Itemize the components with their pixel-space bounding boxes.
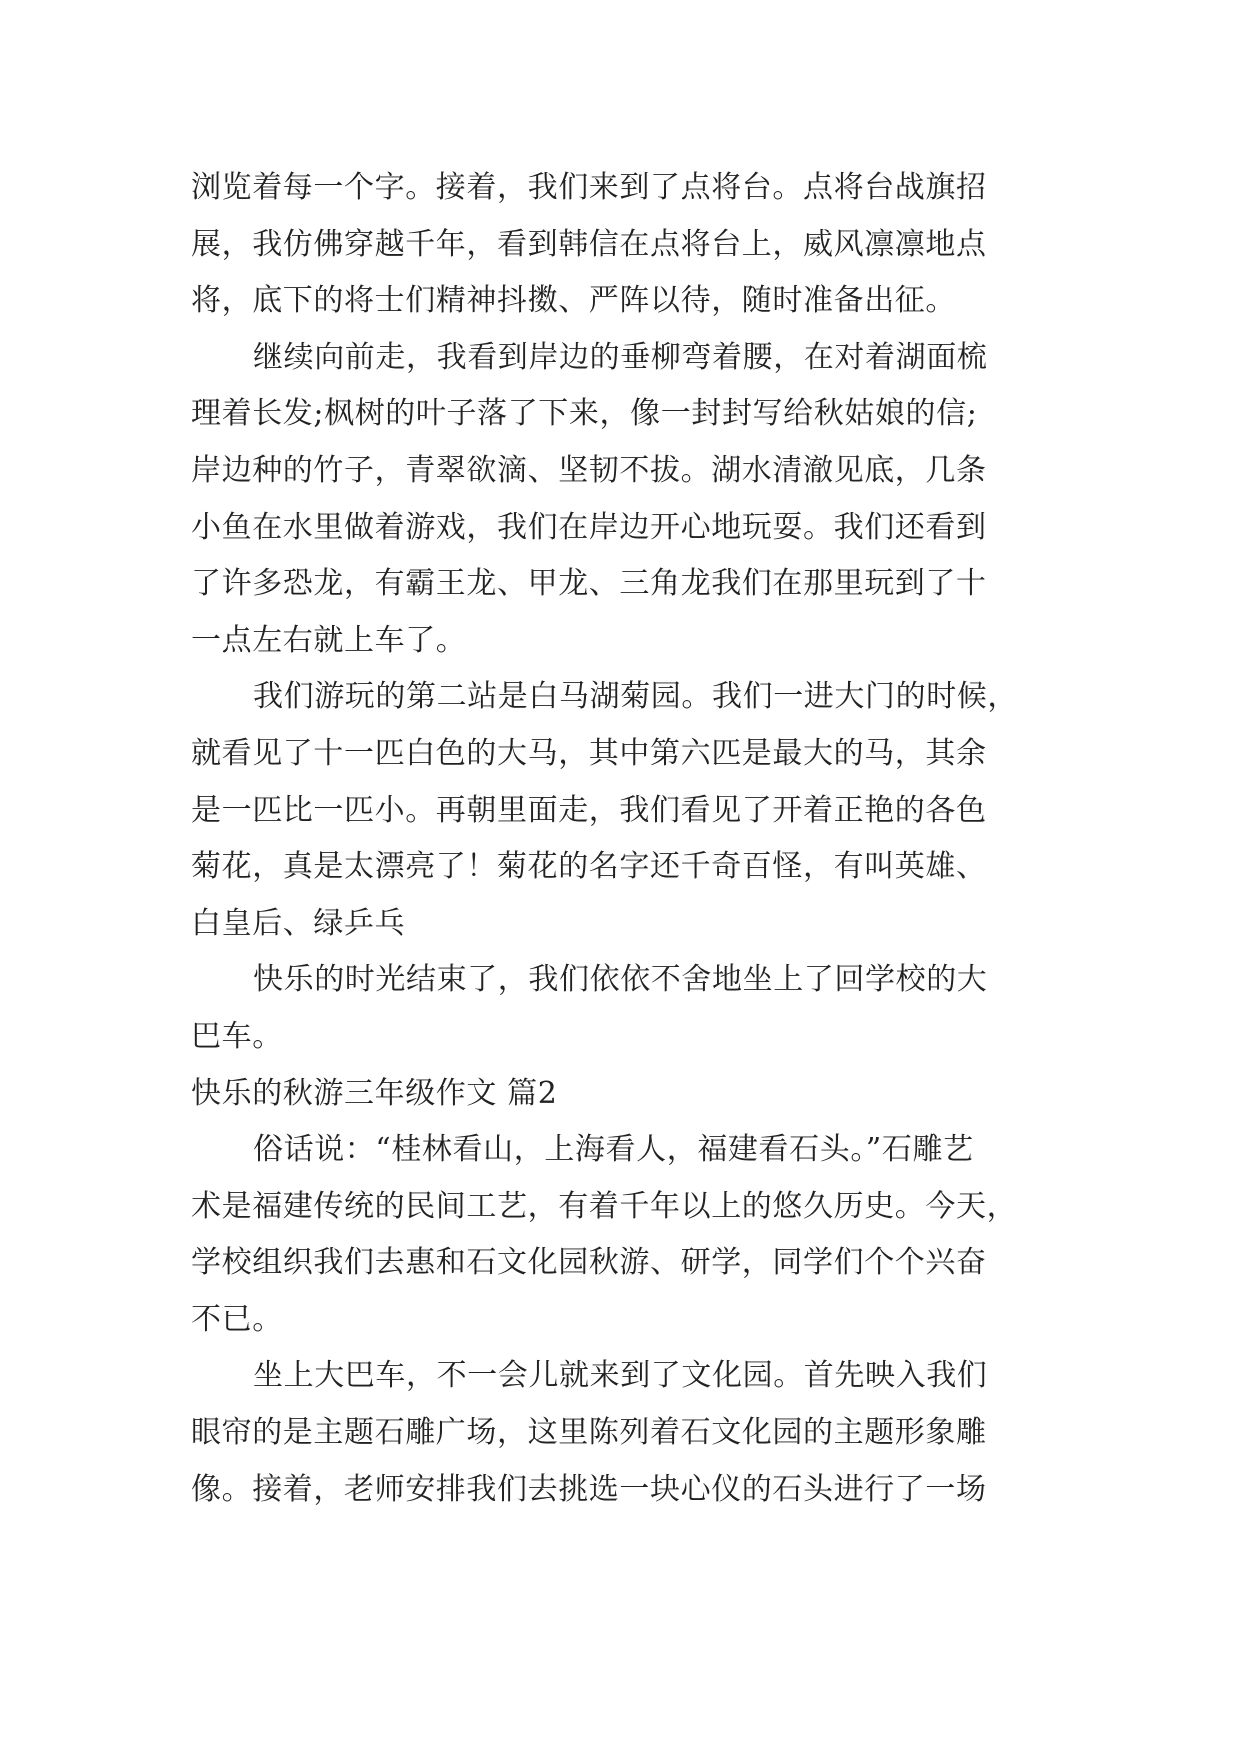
- text-line: 白皇后、绿乒乓: [191, 905, 406, 941]
- paragraph-first-line: 快乐的时光结束了，我们依依不舍地坐上了回学校的大: [253, 962, 988, 998]
- text-line: 是一匹比一匹小。再朝里面走，我们看见了开着正艳的各色: [191, 792, 987, 828]
- text-line: 眼帘的是主题石雕广场，这里陈列着石文化园的主题形象雕: [191, 1415, 987, 1451]
- text-line: 术是福建传统的民间工艺，有着千年以上的悠久历史。今天，: [191, 1188, 1018, 1224]
- text-line: 不已。: [191, 1301, 283, 1337]
- paragraph-first-line: 我们游玩的第二站是白马湖菊园。我们一进大门的时候，: [253, 679, 1018, 715]
- paragraph-first-line: 继续向前走，我看到岸边的垂柳弯着腰，在对着湖面梳: [253, 339, 988, 375]
- text-line: 一点左右就上车了。: [191, 622, 467, 658]
- text-line: 菊花，真是太漂亮了！菊花的名字还千奇百怪，有叫英雄、: [191, 849, 987, 885]
- document-body: [191, 160, 1071, 1518]
- text-line: 岸边种的竹子，青翠欲滴、坚韧不拔。湖水清澈见底，几条: [191, 452, 987, 488]
- section-heading: 快乐的秋游三年级作文 篇2: [191, 1075, 558, 1111]
- text-line: 就看见了十一匹白色的大马，其中第六匹是最大的马，其余: [191, 735, 987, 771]
- text-line: 展，我仿佛穿越千年，看到韩信在点将台上，威风凛凛地点: [191, 226, 987, 262]
- text-line: 小鱼在水里做着游戏，我们在岸边开心地玩耍。我们还看到: [191, 509, 987, 545]
- text-line: 巴车。: [191, 1018, 283, 1054]
- paragraph-first-line: 俗话说：“桂林看山，上海看人，福建看石头。”石雕艺: [253, 1132, 974, 1168]
- text-line: 将，底下的将士们精神抖擞、严阵以待，随时准备出征。: [191, 283, 956, 319]
- text-line: 理着长发;枫树的叶子落了下来，像一封封写给秋姑娘的信;: [191, 396, 978, 432]
- paragraph-first-line: 坐上大巴车，不一会儿就来到了文化园。首先映入我们: [253, 1358, 988, 1394]
- text-line: 浏览着每一个字。接着，我们来到了点将台。点将台战旗招: [191, 170, 987, 205]
- text-line: 学校组织我们去惠和石文化园秋游、研学，同学们个个兴奋: [191, 1245, 987, 1281]
- text-line: 了许多恐龙，有霸王龙、甲龙、三角龙我们在那里玩到了十: [191, 566, 987, 602]
- text-line: 像。接着，老师安排我们去挑选一块心仪的石头进行了一场: [191, 1471, 987, 1507]
